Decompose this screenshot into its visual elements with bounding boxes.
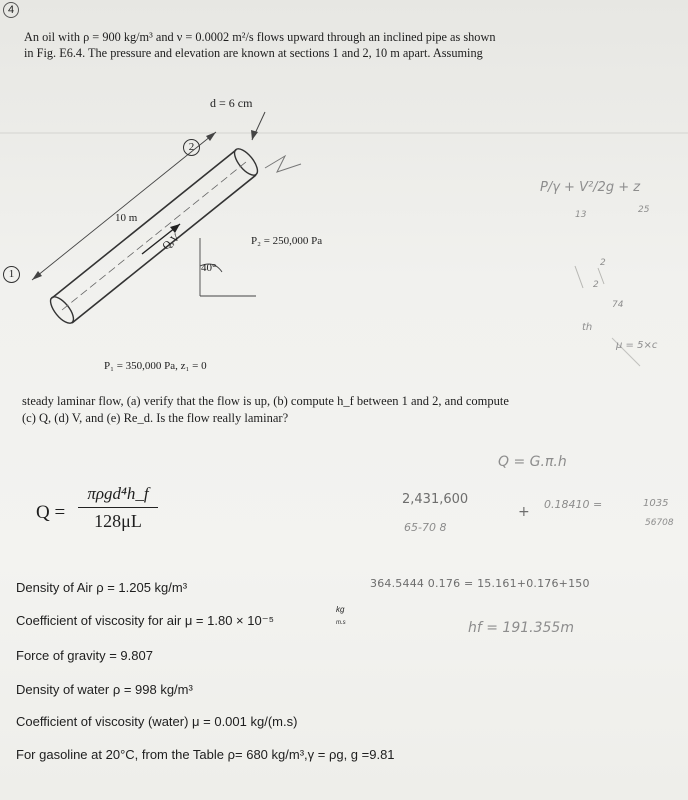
section-2-marker: 2 [183,139,200,156]
handwritten-number: 65-70 8 [404,521,447,534]
handwritten-note: 13 [575,210,587,220]
handwritten-bernoulli: P/γ + V²/2g + z [540,180,641,195]
p2-label: P₂ = 250,000 Pa [251,235,323,247]
length-label: 10 m [115,212,138,224]
formula-numerator: πρgd⁴h_f [87,484,149,503]
problem-number-circle: 4 [3,2,19,18]
handwritten-scribble [265,156,301,172]
faint-handwritten-mark [575,266,583,288]
inclined-pipe-figure [0,88,688,388]
handwritten-viscosity-note: μ = 5×c [616,340,658,351]
question-line-1: steady laminar flow, (a) verify that the flow is up, (b) compute h_f between 1 and 2, and compute [22,394,509,408]
flow-label: Q,V [160,231,183,253]
handwritten-note: 25 [638,205,650,215]
air-viscosity: Coefficient of viscosity for air μ = 1.80 × 10⁻⁵ [16,613,274,628]
hagen-poiseuille-fraction [78,484,158,534]
handwritten-note: 74 [612,300,624,310]
handwritten-q-note: Q = G.π.h [498,454,567,470]
handwritten-note: 2 [600,258,606,268]
water-viscosity: Coefficient of viscosity (water) μ = 0.001 kg/(m.s) [16,714,298,729]
handwritten-number: 0.18410 = [544,498,603,511]
gasoline-properties: For gasoline at 20°C, from the Table ρ= 680 kg/m³,γ = ρg, g =9.81 [16,747,395,762]
gravity: Force of gravity = 9.807 [16,648,153,663]
water-density: Density of water ρ = 998 kg/m³ [16,682,193,697]
air-viscosity-unit-top: kg [336,605,345,614]
handwritten-sum: 364.5444 0.176 = 15.161+0.176+150 [370,577,590,590]
angle-label: 40° [201,262,217,274]
problem-intro-line-1: An oil with ρ = 900 kg/m³ and ν = 0.0002 m²/s flows upward through an inclined pipe as shown [24,30,496,44]
air-density: Density of Air ρ = 1.205 kg/m³ [16,580,188,595]
handwritten-note: th [582,322,593,333]
handwritten-number: 2,431,600 [402,492,469,507]
question-line-2: (c) Q, (d) V, and (e) Re_d. Is the flow really laminar? [22,411,289,425]
pipe-lower-wall [72,175,256,323]
handwritten-note: 2 [593,280,599,290]
handwritten-number: 56708 [645,518,674,528]
handwritten-hf-result: hf = 191.355m [468,620,574,636]
section-1-marker: 1 [3,266,20,283]
pipe-upper-wall [52,150,236,298]
p1-label: P₁ = 350,000 Pa, z₁ = 0 [104,360,207,372]
air-viscosity-unit-bottom: m.s [336,620,346,626]
formula-lhs: Q = [36,502,66,523]
pipe-centerline [62,162,246,310]
fraction-bar [78,507,158,508]
diameter-label: d = 6 cm [210,96,253,110]
problem-intro-line-2: in Fig. E6.4. The pressure and elevation are known at sections 1 and 2, 10 m apart. Assuming [24,46,483,60]
formula-denominator: 128μL [94,511,142,531]
handwritten-number: 1035 [643,498,669,509]
handwritten-plus: + [518,504,530,520]
